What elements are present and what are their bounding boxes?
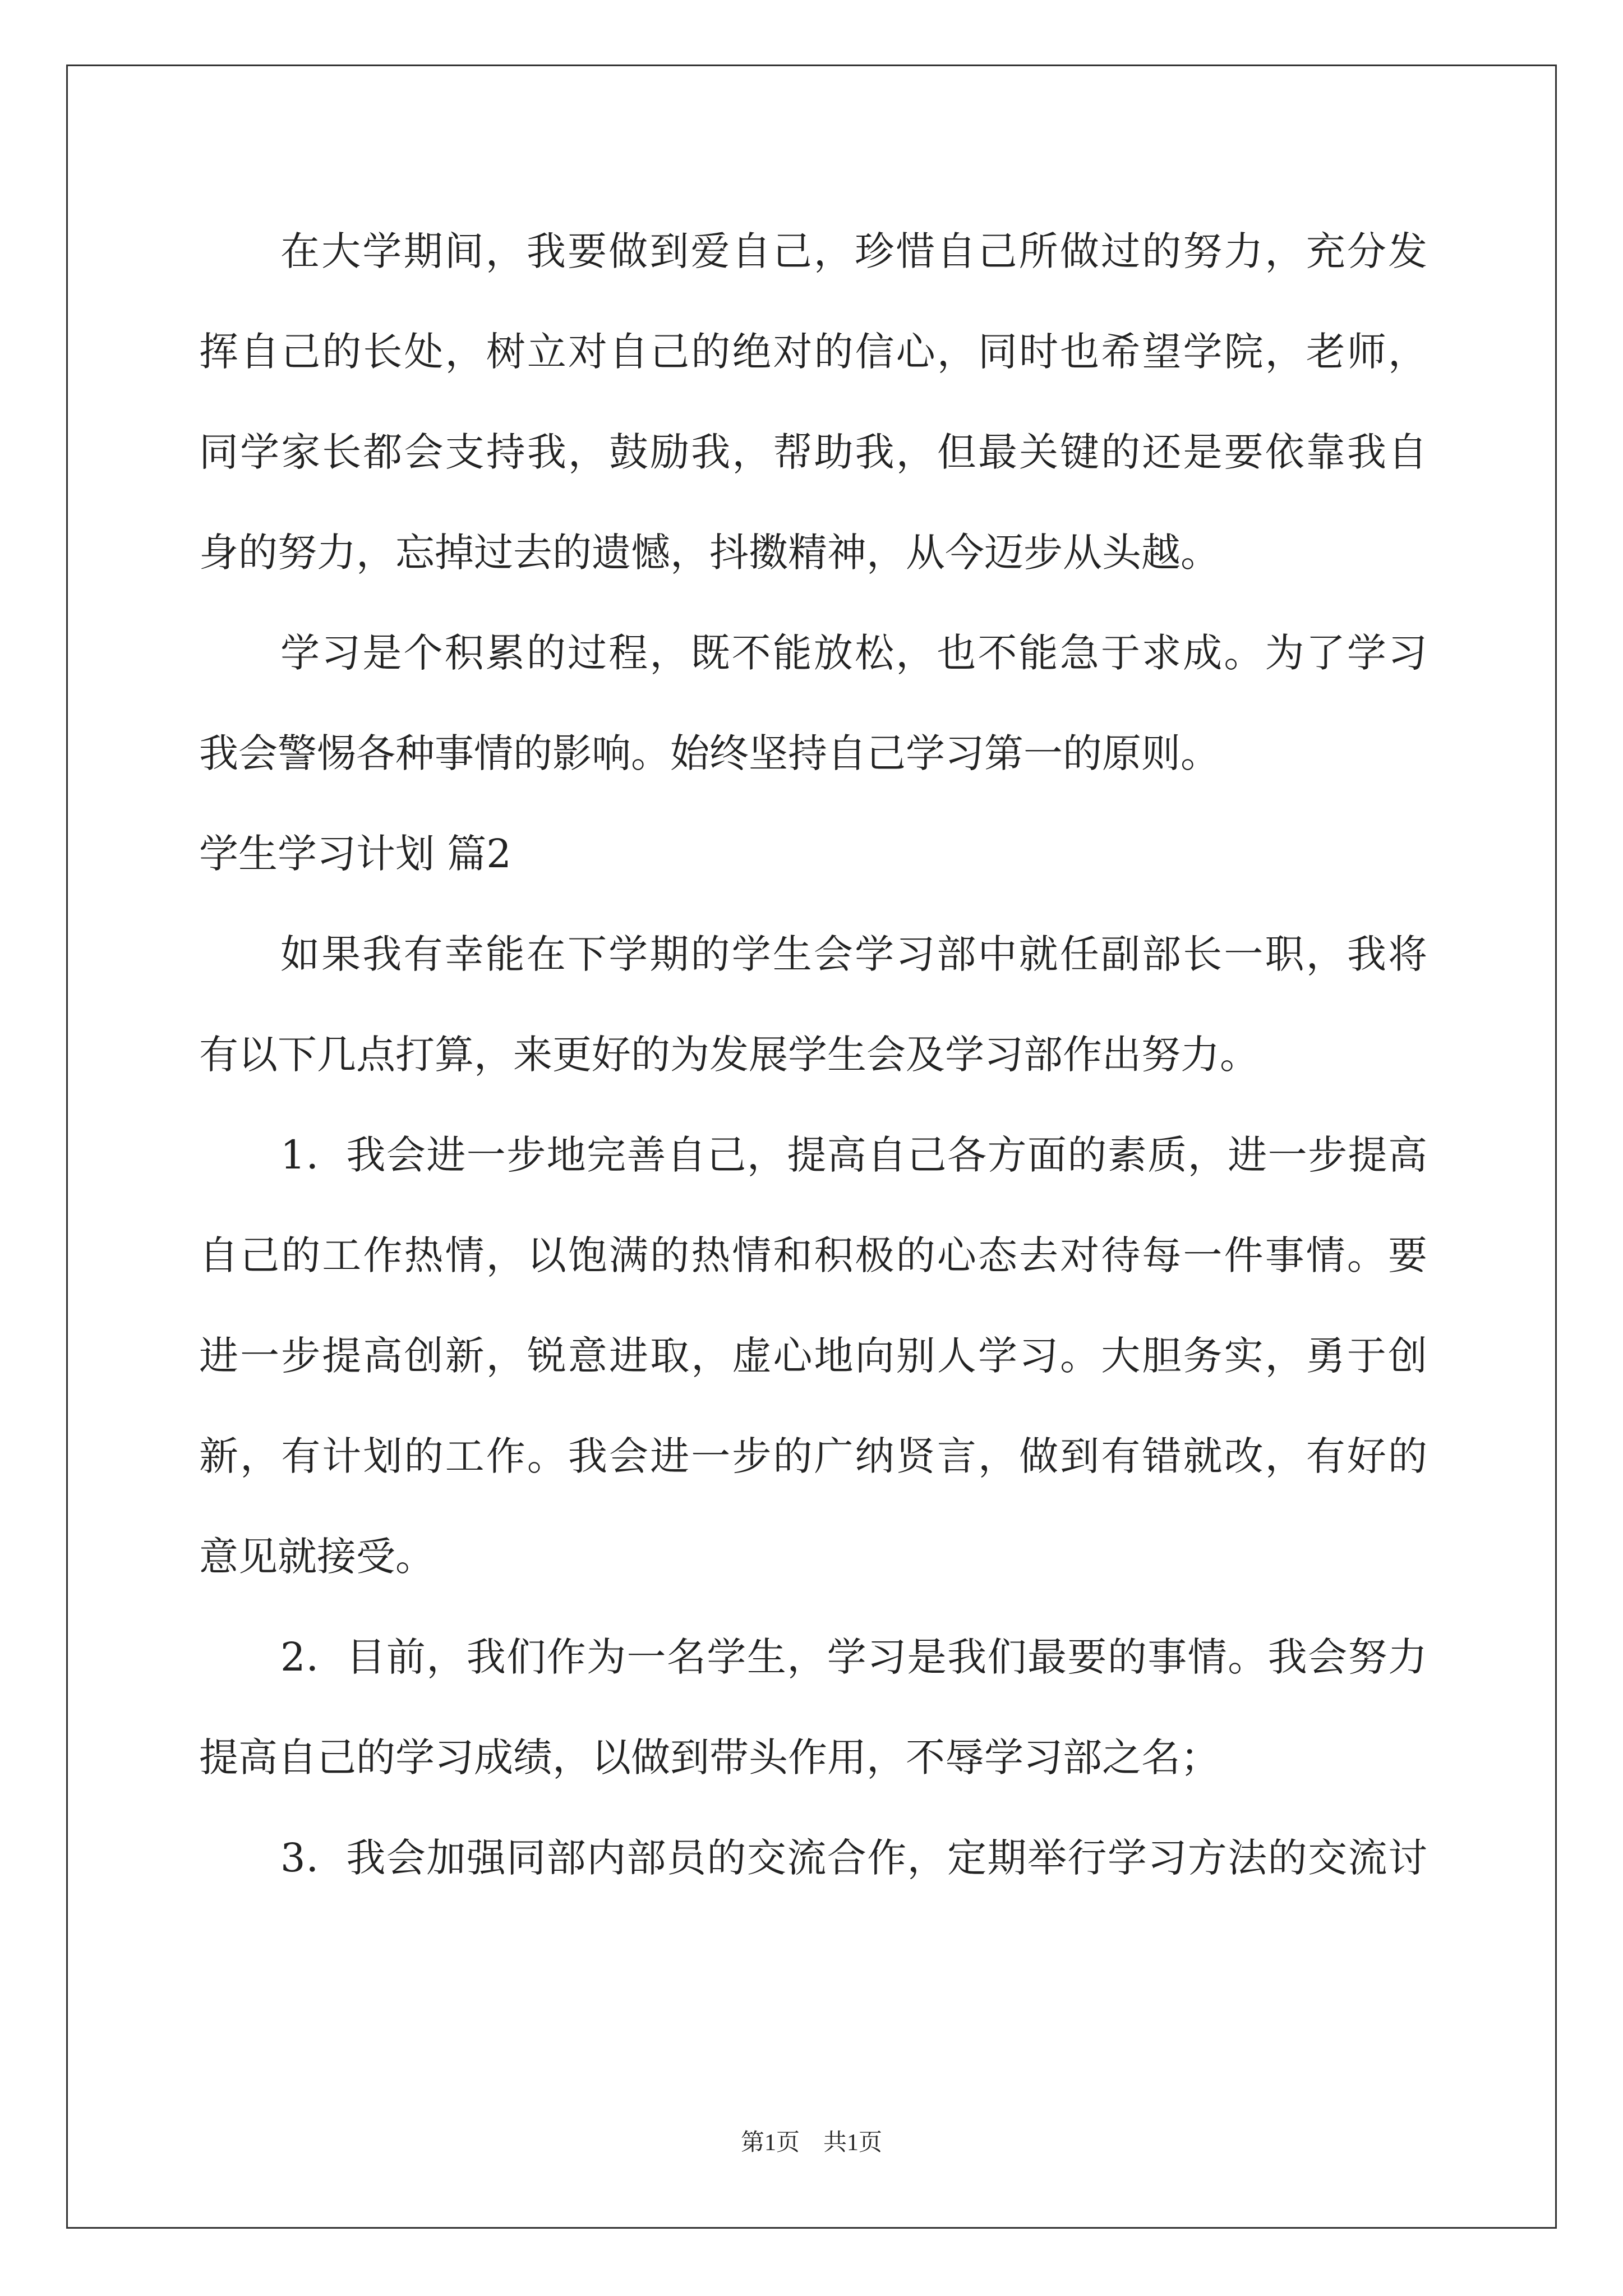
paragraph-line: 挥自己的长处，树立对自己的绝对的信心，同时也希望学院，老师， [199,329,1427,375]
paragraph-line: 在大学期间，我要做到爱自己，珍惜自己所做过的努力，充分发 [280,228,1427,274]
paragraph-line: 新，有计划的工作。我会进一步的广纳贤言，做到有错就改，有好的 [199,1433,1427,1479]
paragraph-line: 1．我会进一步地完善自己，提高自己各方面的素质，进一步提高 [280,1132,1427,1178]
paragraph-line: 如果我有幸能在下学期的学生会学习部中就任副部长一职，我将 [280,931,1427,977]
paragraph-line: 3．我会加强同部内部员的交流合作，定期举行学习方法的交流讨 [280,1835,1427,1881]
page-number-footer: 第1页 共1页 [740,2130,882,2156]
paragraph-line: 有以下几点打算，来更好的为发展学生会及学习部作出努力。 [199,1032,1259,1078]
paragraph-line: 提高自己的学习成绩，以做到带头作用，不辱学习部之名； [199,1734,1220,1780]
paragraph-line: 我会警惕各种事情的影响。始终坚持自己学习第一的原则。 [199,730,1220,776]
paragraph-line: 2．目前，我们作为一名学生，学习是我们最要的事情。我会努力 [280,1634,1427,1680]
paragraph-line: 自己的工作热情，以饱满的热情和积极的心态去对待每一件事情。要 [199,1232,1427,1278]
paragraph-line: 进一步提高创新，锐意进取，虚心地向别人学习。大胆务实，勇于创 [199,1333,1427,1379]
section-heading: 学生学习计划 篇2 [199,831,511,877]
paragraph-line: 意见就接受。 [199,1534,435,1580]
paragraph-line: 学习是个积累的过程，既不能放松，也不能急于求成。为了学习 [280,630,1427,676]
paragraph-line: 同学家长都会支持我，鼓励我，帮助我，但最关键的还是要依靠我自 [199,429,1427,475]
paragraph-line: 身的努力，忘掉过去的遗憾，抖擞精神，从今迈步从头越。 [199,530,1220,576]
